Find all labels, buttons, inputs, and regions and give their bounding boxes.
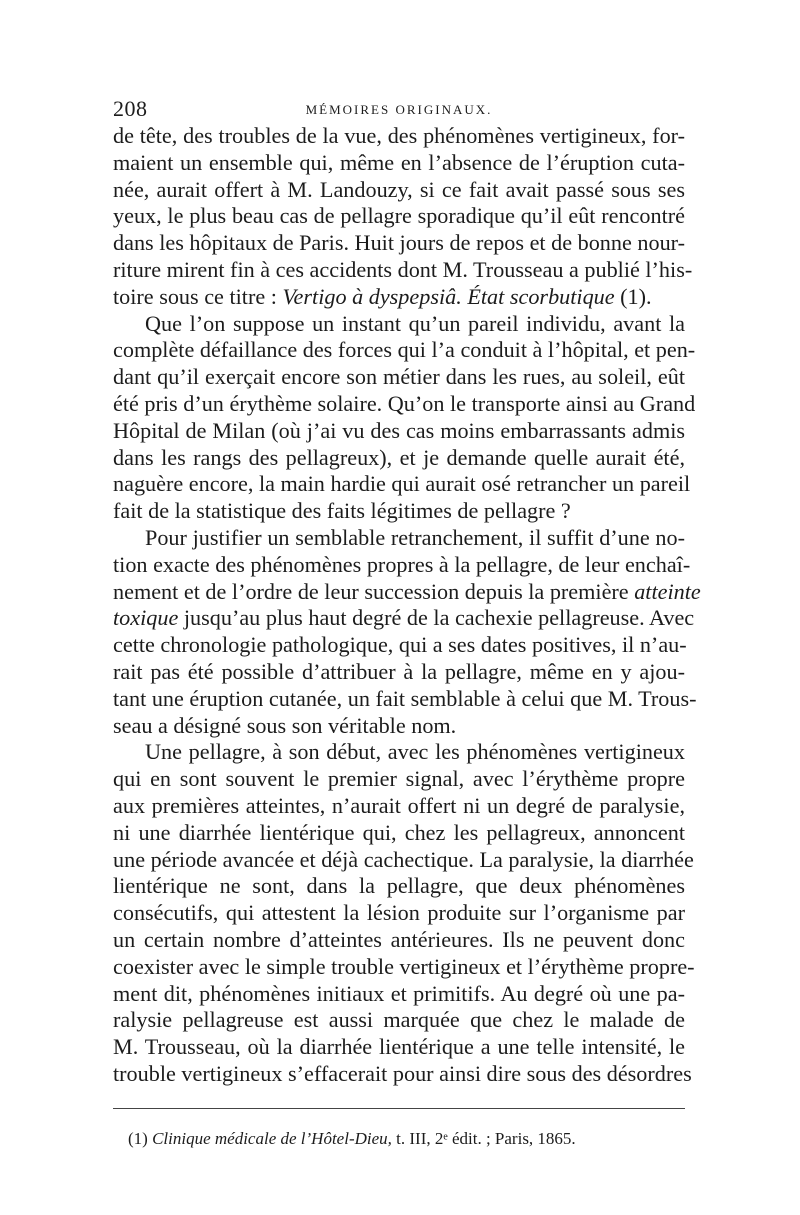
text-line [113, 578, 701, 606]
text-run: toire sous ce titre : [113, 283, 283, 309]
text-line [113, 284, 685, 311]
footnote-reference: (1). [614, 283, 652, 309]
text-line: ment dit, phénomènes initiaux et primitifs. Au degré où une pa- [113, 980, 685, 1006]
body-text [113, 123, 701, 1088]
text-line: trouble vertigineux s’effacerait pour ainsi dire sous des désordres [113, 1060, 692, 1086]
text-line: Hôpital de Milan (où j’ai vu des cas moins embarrassants admis [113, 417, 685, 443]
text-line: ni une diarrhée lientérique qui, chez les pellagreux, annoncent [113, 819, 685, 845]
running-head: MÉMOIRES ORIGINAUX. [305, 102, 493, 117]
paragraph-2 [113, 310, 696, 525]
italic-title: Vertigo à dyspepsiâ. État scorbutique [282, 283, 615, 309]
paragraph-3 [113, 524, 701, 739]
text-line: rait pas été possible d’attribuer à la pellagre, même en y ajou- [113, 658, 685, 684]
text-line: complète défaillance des forces qui l’a conduit à l’hôpital, et pen- [113, 337, 696, 363]
footnote-title: Clinique médicale de l’Hôtel-Dieu, [152, 1129, 392, 1148]
text-line: seau a désigné sous son véritable nom. [113, 712, 457, 738]
text-line: lientérique ne sont, dans la pellagre, que deux phénomènes [113, 873, 685, 899]
italic-term: atteinte [634, 578, 701, 604]
footnote [128, 1128, 685, 1150]
text-run: jusqu’au plus haut degré de la cachexie pellagreuse. Avec [178, 605, 695, 631]
text-line: née, aurait offert à M. Landouzy, si ce fait avait passé sous ses [113, 176, 685, 202]
text-line: consécutifs, qui attestent la lésion produite sur l’organisme par [113, 900, 685, 926]
text-line: cette chronologie pathologique, qui a ses dates positives, il n’au- [113, 632, 687, 658]
text-line: maient un ensemble qui, même en l’absence de l’éruption cuta- [113, 149, 685, 175]
text-line: qui en sont souvent le premier signal, avec l’érythème propre [113, 766, 685, 792]
text-line: de tête, des troubles de la vue, des phénomènes vertigineux, for- [113, 123, 685, 148]
text-line: Une pellagre, à son début, avec les phénomènes vertigineux [145, 739, 685, 765]
text-line: été pris d’un érythème solaire. Qu’on le transporte ainsi au Grand [113, 390, 696, 416]
footnote-marker: (1) [128, 1129, 153, 1148]
paragraph-1 [113, 123, 693, 311]
page-number: 208 [113, 96, 148, 121]
text-line: coexister avec le simple trouble vertigineux et l’érythème propre- [113, 953, 695, 979]
text-line: Pour justifier un semblable retranchement, il suffit d’une no- [145, 524, 685, 550]
text-line: tion exacte des phénomènes propres à la pellagre, de leur enchaî- [113, 551, 691, 577]
text-line: riture mirent fin à ces accidents dont M. Trousseau a publié l’his- [113, 256, 693, 282]
text-line: dans les rangs des pellagreux), et je demande quelle aurait été, [113, 444, 685, 470]
text-line: fait de la statistique des faits légitimes de pellagre ? [113, 498, 571, 524]
text-line: ralysie pellagreuse est aussi marquée que chez le malade de [113, 1007, 685, 1033]
text-line: naguère encore, la main hardie qui aurait osé retrancher un pareil [113, 471, 691, 497]
text-line [113, 605, 695, 632]
footnote-citation: t. III, 2ᵉ édit. ; Paris, 1865. [391, 1129, 576, 1148]
text-run: nement et de l’ordre de leur succession depuis la première [113, 578, 635, 604]
text-line: dans les hôpitaux de Paris. Huit jours de repos et de bonne nour- [113, 230, 685, 256]
footnote-divider [113, 1108, 685, 1109]
text-line: Que l’on suppose un instant qu’un pareil individu, avant la [145, 310, 685, 336]
text-line: tant une éruption cutanée, un fait semblable à celui que M. Trous- [113, 685, 697, 711]
paragraph-4 [113, 739, 695, 1087]
text-line: yeux, le plus beau cas de pellagre sporadique qu’il eût rencontré [113, 203, 685, 229]
italic-term: toxique [113, 605, 179, 631]
text-line: dant qu’il exerçait encore son métier dans les rues, au soleil, eût [113, 364, 685, 390]
text-line: aux premières atteintes, n’aurait offert ni un degré de paralysie, [113, 792, 685, 818]
text-line: un certain nombre d’atteintes antérieures. Ils ne peuvent donc [113, 926, 685, 952]
page-header [113, 96, 685, 126]
text-line: une période avancée et déjà cachectique. La paralysie, la diarrhée [113, 846, 694, 872]
text-line: M. Trousseau, où la diarrhée lientérique a une telle intensité, le [113, 1034, 685, 1060]
